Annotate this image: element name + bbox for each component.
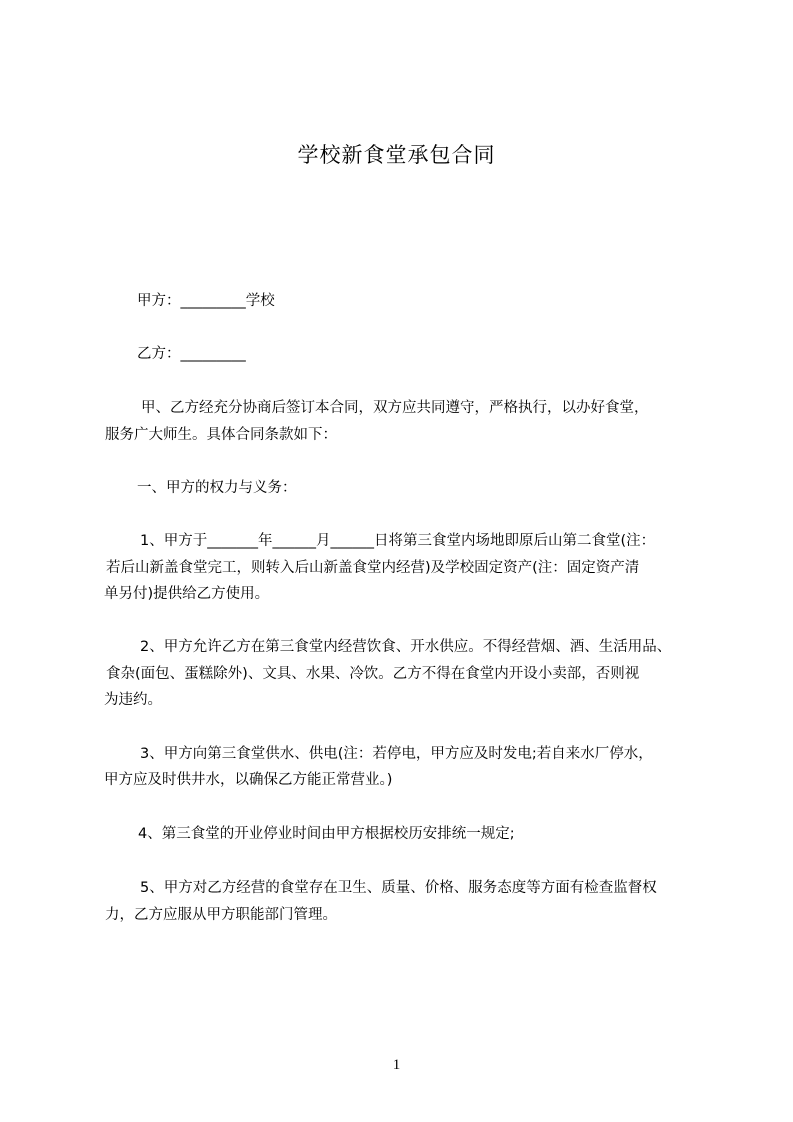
clause-line: 力，乙方应服从甲方职能部门管理。: [105, 907, 337, 923]
clause-line: 单另付)提供给乙方使用。: [104, 586, 270, 602]
clause-line: 3、甲方向第三食堂供水、供电(注：若停电，甲方应及时发电;若自来水厂停水，: [140, 746, 653, 762]
party-b-line: 乙方：_________: [137, 346, 246, 362]
section-heading: 一、甲方的权力与义务：: [137, 480, 297, 496]
party-a-line: 甲方：_________学校: [137, 293, 275, 309]
page-number: 1: [392, 1057, 401, 1073]
preamble-line: 甲、乙方经充分协商后签订本合同，双方应共同遵守，严格执行，以办好食堂，: [141, 400, 649, 416]
clause-line: 若后山新盖食堂完工，则转入后山新盖食堂内经营)及学校固定资产(注：固定资产清: [106, 560, 640, 576]
document-title: 学校新食堂承包合同: [297, 143, 496, 167]
clause-line: 5、甲方对乙方经营的食堂存在卫生、质量、价格、服务态度等方面有检查监督权: [140, 880, 657, 896]
clause-line: 2、甲方允许乙方在第三食堂内经营饮食、开水供应。不得经营烟、酒、生活用品、: [140, 639, 672, 655]
clause-line: 食杂(面包、蛋糕除外)、文具、水果、冷饮。乙方不得在食堂内开设小卖部，否则视: [106, 666, 640, 682]
clause-line: 为违约。: [104, 692, 162, 708]
clause-line: 1、甲方于_______年______月______日将第三食堂内场地即原后山第二食堂(注：: [140, 533, 656, 549]
preamble-line: 服务广大师生。具体合同条款如下：: [105, 427, 337, 443]
clause-line: 4、第三食堂的开业停业时间由甲方根据校历安排统一规定;: [138, 826, 515, 842]
clause-line: 甲方应及时供井水，以确保乙方能正常营业。): [104, 772, 393, 788]
